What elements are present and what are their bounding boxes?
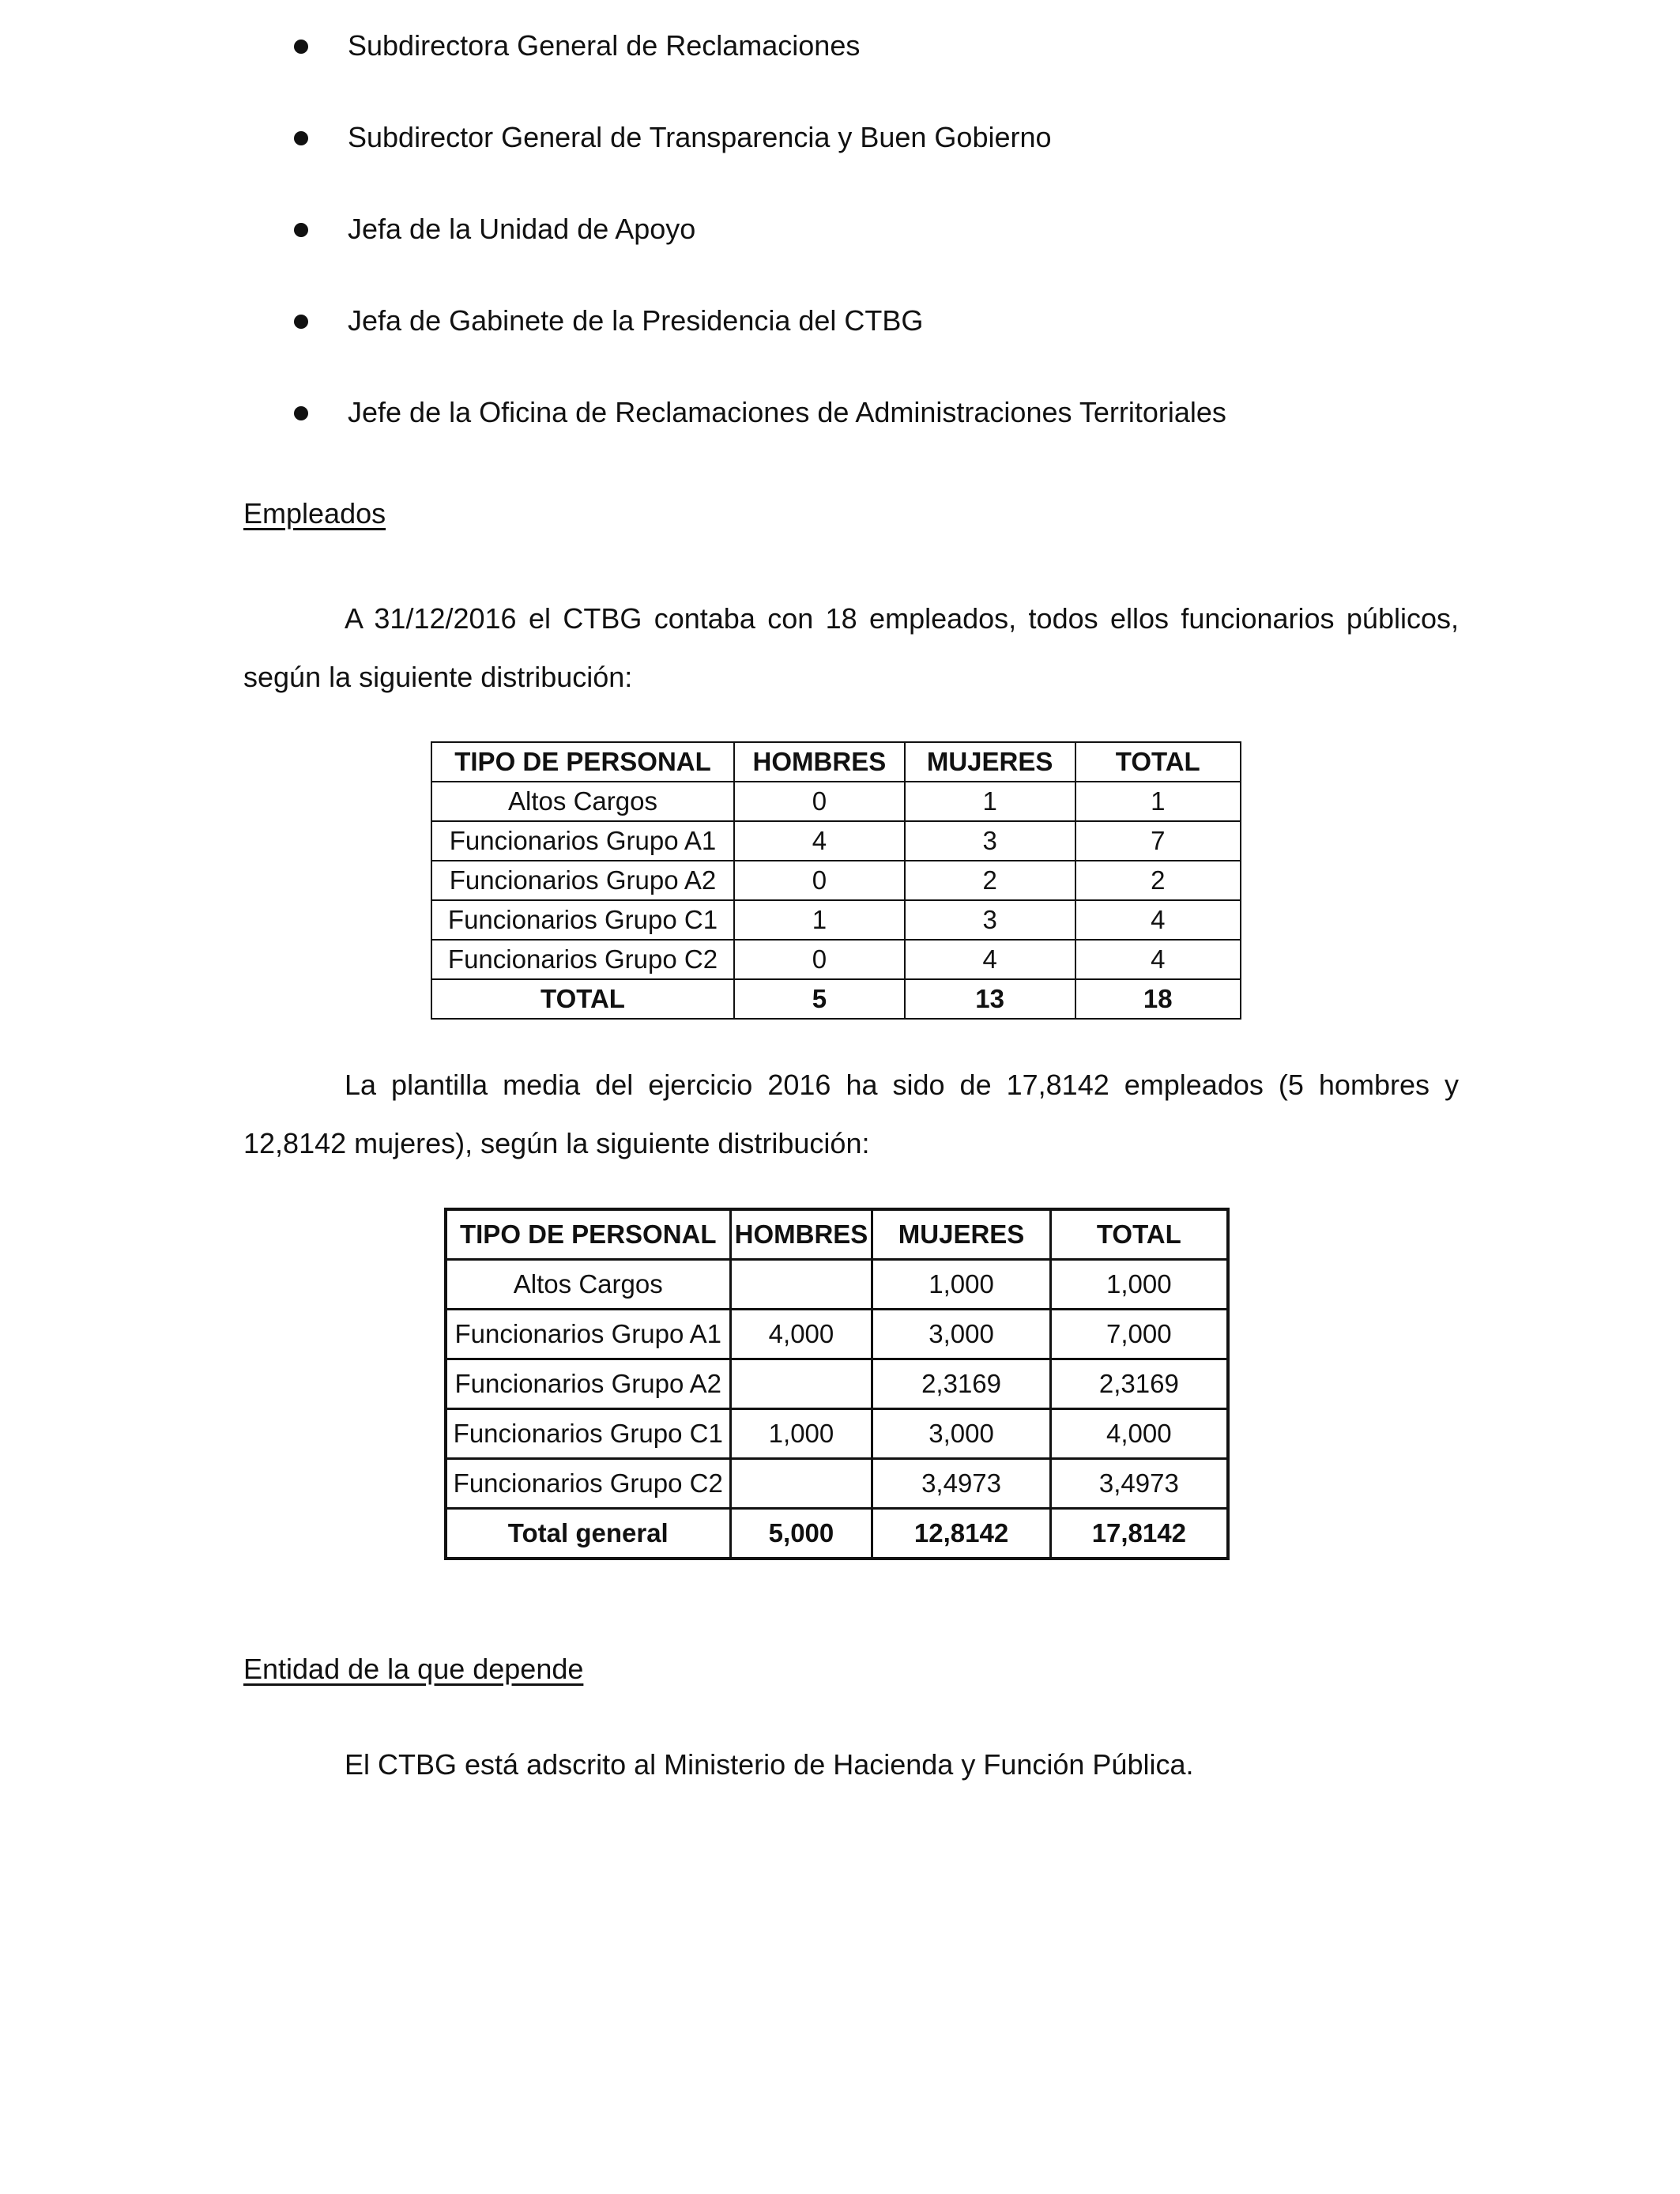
table-cell: 4 <box>734 821 905 861</box>
employees-table-2016 <box>431 741 1241 1020</box>
table-header-cell: HOMBRES <box>734 742 905 782</box>
table-cell: 7 <box>1075 821 1241 861</box>
table-row <box>446 1409 1228 1459</box>
table-header-row <box>446 1209 1228 1260</box>
table-cell: 2,3169 <box>872 1359 1050 1409</box>
table-cell: 7,000 <box>1050 1310 1228 1359</box>
table-cell: 4,000 <box>730 1310 872 1359</box>
table-cell: Funcionarios Grupo C2 <box>446 1459 730 1509</box>
table-row <box>431 940 1241 979</box>
table-cell: 2 <box>905 861 1075 900</box>
table-cell: 4 <box>1075 940 1241 979</box>
list-item-text: Jefa de la Unidad de Apoyo <box>348 213 696 245</box>
table-cell: Funcionarios Grupo A1 <box>446 1310 730 1359</box>
bullet-list <box>294 22 1226 481</box>
list-item-text: Subdirector General de Transparencia y Buen Gobierno <box>348 121 1052 153</box>
table-cell: 1 <box>905 782 1075 821</box>
list-item-text: Jefa de Gabinete de la Presidencia del CTBG <box>348 304 924 337</box>
list-item <box>294 297 1226 389</box>
table-cell: 3,000 <box>872 1310 1050 1359</box>
table-cell <box>730 1260 872 1310</box>
table-cell: 1 <box>734 900 905 940</box>
table-cell: Funcionarios Grupo C2 <box>431 940 734 979</box>
table-cell: 4 <box>1075 900 1241 940</box>
table-cell: 1,000 <box>1050 1260 1228 1310</box>
table-cell: 4 <box>905 940 1075 979</box>
table-cell: 3 <box>905 900 1075 940</box>
bullet-icon <box>294 406 308 420</box>
list-item <box>294 389 1226 481</box>
table-header-cell: MUJERES <box>872 1209 1050 1260</box>
table-cell: 3,000 <box>872 1409 1050 1459</box>
table-cell: 3,4973 <box>1050 1459 1228 1509</box>
entidad-paragraph: El CTBG está adscrito al Ministerio de Hacienda y Función Pública. <box>345 1748 1194 1781</box>
empleados-heading: Empleados <box>243 497 386 530</box>
table-row <box>446 1459 1228 1509</box>
table-cell: 0 <box>734 861 905 900</box>
table-header-cell: TOTAL <box>1075 742 1241 782</box>
table-cell: Altos Cargos <box>446 1260 730 1310</box>
table-row <box>431 900 1241 940</box>
table-row <box>446 1260 1228 1310</box>
table-cell: 0 <box>734 782 905 821</box>
table-cell: 0 <box>734 940 905 979</box>
table-row <box>446 1310 1228 1359</box>
bullet-icon <box>294 315 308 329</box>
table-cell: 18 <box>1075 979 1241 1019</box>
table-row <box>431 861 1241 900</box>
table-cell: 2 <box>1075 861 1241 900</box>
table-header-cell: TOTAL <box>1050 1209 1228 1260</box>
list-item <box>294 22 1226 114</box>
table-cell: 4,000 <box>1050 1409 1228 1459</box>
table-cell: 13 <box>905 979 1075 1019</box>
table-cell: Total general <box>446 1509 730 1559</box>
list-item <box>294 114 1226 205</box>
table-cell: 5,000 <box>730 1509 872 1559</box>
table-cell <box>730 1459 872 1509</box>
table-cell: TOTAL <box>431 979 734 1019</box>
table-cell: Funcionarios Grupo C1 <box>431 900 734 940</box>
table-row <box>446 1359 1228 1409</box>
table-cell: 1,000 <box>872 1260 1050 1310</box>
entidad-heading: Entidad de la que depende <box>243 1653 584 1685</box>
table-cell: 3 <box>905 821 1075 861</box>
table-total-row <box>446 1509 1228 1559</box>
table-header-row <box>431 742 1241 782</box>
table-cell: 1,000 <box>730 1409 872 1459</box>
table-cell: Funcionarios Grupo A1 <box>431 821 734 861</box>
table-cell: 1 <box>1075 782 1241 821</box>
table-cell: 5 <box>734 979 905 1019</box>
table-total-row <box>431 979 1241 1019</box>
table-row <box>431 782 1241 821</box>
table-header-cell: TIPO DE PERSONAL <box>431 742 734 782</box>
table-row <box>431 821 1241 861</box>
table-header-cell: TIPO DE PERSONAL <box>446 1209 730 1260</box>
table-cell <box>730 1359 872 1409</box>
table-cell: Funcionarios Grupo A2 <box>446 1359 730 1409</box>
bullet-icon <box>294 40 308 54</box>
bullet-icon <box>294 223 308 237</box>
average-staff-table-2016 <box>444 1208 1230 1560</box>
empleados-paragraph-1: A 31/12/2016 el CTBG contaba con 18 empleados, todos ellos funcionarios públicos, según la siguiente distribución: <box>243 602 1459 693</box>
table-cell: 17,8142 <box>1050 1509 1228 1559</box>
empleados-paragraph-2: La plantilla media del ejercicio 2016 ha sido de 17,8142 empleados (5 hombres y 12,8142 mujeres), según la siguiente distribución: <box>243 1069 1459 1159</box>
table-header-cell: MUJERES <box>905 742 1075 782</box>
table-cell: 12,8142 <box>872 1509 1050 1559</box>
table-cell: 2,3169 <box>1050 1359 1228 1409</box>
list-item-text: Jefe de la Oficina de Reclamaciones de Administraciones Territoriales <box>348 396 1226 428</box>
table-cell: Altos Cargos <box>431 782 734 821</box>
table-cell: Funcionarios Grupo C1 <box>446 1409 730 1459</box>
list-item <box>294 205 1226 297</box>
table-cell: Funcionarios Grupo A2 <box>431 861 734 900</box>
table-header-cell: HOMBRES <box>730 1209 872 1260</box>
list-item-text: Subdirectora General de Reclamaciones <box>348 29 861 62</box>
bullet-icon <box>294 131 308 145</box>
table-cell: 3,4973 <box>872 1459 1050 1509</box>
